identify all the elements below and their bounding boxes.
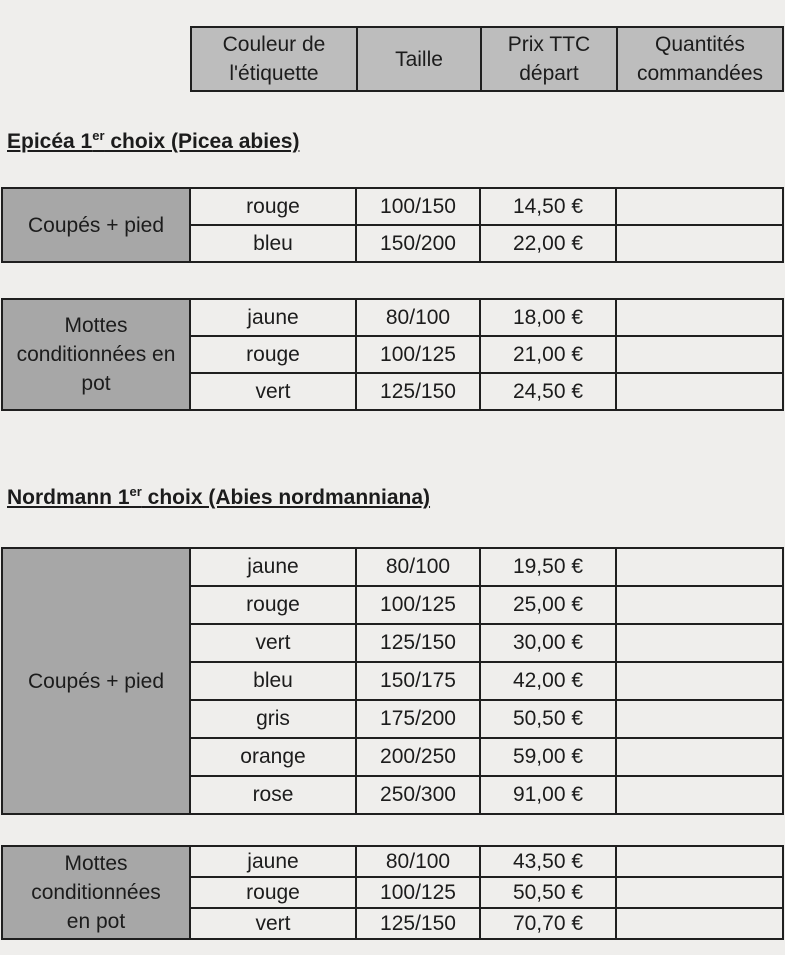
size-cell: 80/100 bbox=[356, 846, 480, 877]
price-cell: 19,50 € bbox=[480, 548, 616, 586]
header-color-line2: l'étiquette bbox=[229, 62, 319, 85]
size-cell: 175/200 bbox=[356, 700, 480, 738]
label-color-cell: jaune bbox=[190, 548, 356, 586]
price-group-table bbox=[1, 547, 784, 815]
quantity-cell[interactable] bbox=[616, 846, 783, 877]
size-cell: 150/200 bbox=[356, 225, 480, 262]
section-title-rest: choix (Abies nordmanniana) bbox=[141, 486, 431, 509]
header-price-line2: départ bbox=[519, 62, 579, 85]
price-cell: 50,50 € bbox=[480, 877, 616, 908]
group-label-line: Coupés + pied bbox=[27, 669, 165, 693]
header-price-cell bbox=[481, 27, 617, 91]
price-cell: 91,00 € bbox=[480, 776, 616, 814]
size-cell: 200/250 bbox=[356, 738, 480, 776]
table-row bbox=[2, 299, 783, 336]
label-color-cell: jaune bbox=[190, 299, 356, 336]
quantity-cell[interactable] bbox=[616, 586, 783, 624]
table-row bbox=[2, 846, 783, 877]
price-cell: 30,00 € bbox=[480, 624, 616, 662]
quantity-cell[interactable] bbox=[616, 548, 783, 586]
quantity-cell[interactable] bbox=[616, 776, 783, 814]
header-color-cell bbox=[191, 27, 357, 91]
price-cell: 24,50 € bbox=[480, 373, 616, 410]
group-label bbox=[2, 846, 190, 939]
label-color-cell: rouge bbox=[190, 586, 356, 624]
size-cell: 125/150 bbox=[356, 624, 480, 662]
quantity-cell[interactable] bbox=[616, 624, 783, 662]
group-label bbox=[2, 299, 190, 410]
quantity-cell[interactable] bbox=[616, 299, 783, 336]
label-color-cell: rouge bbox=[190, 188, 356, 225]
quantity-cell[interactable] bbox=[616, 336, 783, 373]
price-cell: 18,00 € bbox=[480, 299, 616, 336]
size-cell: 80/100 bbox=[356, 299, 480, 336]
section-title-main: Nordmann 1 bbox=[7, 486, 130, 509]
price-cell: 22,00 € bbox=[480, 225, 616, 262]
price-cell: 50,50 € bbox=[480, 700, 616, 738]
size-cell: 100/150 bbox=[356, 188, 480, 225]
price-group-table bbox=[1, 187, 784, 263]
size-cell: 100/125 bbox=[356, 336, 480, 373]
section-title-epicea bbox=[7, 128, 299, 154]
label-color-cell: rouge bbox=[190, 336, 356, 373]
size-cell: 250/300 bbox=[356, 776, 480, 814]
group-label-line: en pot bbox=[66, 910, 126, 933]
size-cell: 125/150 bbox=[356, 373, 480, 410]
price-cell: 14,50 € bbox=[480, 188, 616, 225]
size-cell: 100/125 bbox=[356, 877, 480, 908]
label-color-cell: gris bbox=[190, 700, 356, 738]
label-color-cell: vert bbox=[190, 624, 356, 662]
quantity-cell[interactable] bbox=[616, 738, 783, 776]
group-label-line: conditionnées bbox=[31, 881, 161, 904]
section-title-sup: er bbox=[129, 484, 142, 499]
header-price-line1: Prix TTC bbox=[507, 33, 591, 56]
group-label-line: conditionnées en bbox=[16, 343, 176, 366]
quantity-cell[interactable] bbox=[616, 877, 783, 908]
label-color-cell: rose bbox=[190, 776, 356, 814]
header-qty-line1: Quantités bbox=[655, 33, 745, 56]
group-label-line: pot bbox=[81, 372, 111, 395]
header-size-cell: Taille bbox=[357, 27, 481, 91]
price-table-header bbox=[190, 26, 784, 92]
group-label bbox=[2, 188, 190, 262]
label-color-cell: vert bbox=[190, 908, 356, 939]
group-label-line: Mottes bbox=[64, 852, 128, 875]
quantity-cell[interactable] bbox=[616, 908, 783, 939]
quantity-cell[interactable] bbox=[616, 225, 783, 262]
label-color-cell: bleu bbox=[190, 662, 356, 700]
quantity-cell[interactable] bbox=[616, 700, 783, 738]
price-cell: 42,00 € bbox=[480, 662, 616, 700]
price-cell: 59,00 € bbox=[480, 738, 616, 776]
label-color-cell: bleu bbox=[190, 225, 356, 262]
label-color-cell: vert bbox=[190, 373, 356, 410]
group-label bbox=[2, 548, 190, 814]
price-cell: 25,00 € bbox=[480, 586, 616, 624]
quantity-cell[interactable] bbox=[616, 373, 783, 410]
label-color-cell: orange bbox=[190, 738, 356, 776]
header-qty-cell bbox=[617, 27, 783, 91]
price-cell: 70,70 € bbox=[480, 908, 616, 939]
section-title-main: Epicéa 1 bbox=[7, 130, 93, 153]
size-cell: 80/100 bbox=[356, 548, 480, 586]
size-cell: 125/150 bbox=[356, 908, 480, 939]
header-qty-line2: commandées bbox=[636, 62, 764, 85]
group-label-line: Mottes bbox=[64, 314, 128, 337]
header-color-line1: Couleur de bbox=[222, 33, 326, 56]
price-group-table bbox=[1, 845, 784, 940]
section-title-rest: choix (Picea abies) bbox=[104, 130, 300, 153]
label-color-cell: jaune bbox=[190, 846, 356, 877]
quantity-cell[interactable] bbox=[616, 188, 783, 225]
table-row bbox=[2, 188, 783, 225]
section-title-nordmann bbox=[7, 484, 430, 510]
price-cell: 43,50 € bbox=[480, 846, 616, 877]
quantity-cell[interactable] bbox=[616, 662, 783, 700]
section-title-sup: er bbox=[92, 128, 105, 143]
size-cell: 150/175 bbox=[356, 662, 480, 700]
table-row bbox=[2, 548, 783, 586]
price-cell: 21,00 € bbox=[480, 336, 616, 373]
price-group-table bbox=[1, 298, 784, 411]
label-color-cell: rouge bbox=[190, 877, 356, 908]
group-label-line: Coupés + pied bbox=[27, 213, 165, 237]
size-cell: 100/125 bbox=[356, 586, 480, 624]
